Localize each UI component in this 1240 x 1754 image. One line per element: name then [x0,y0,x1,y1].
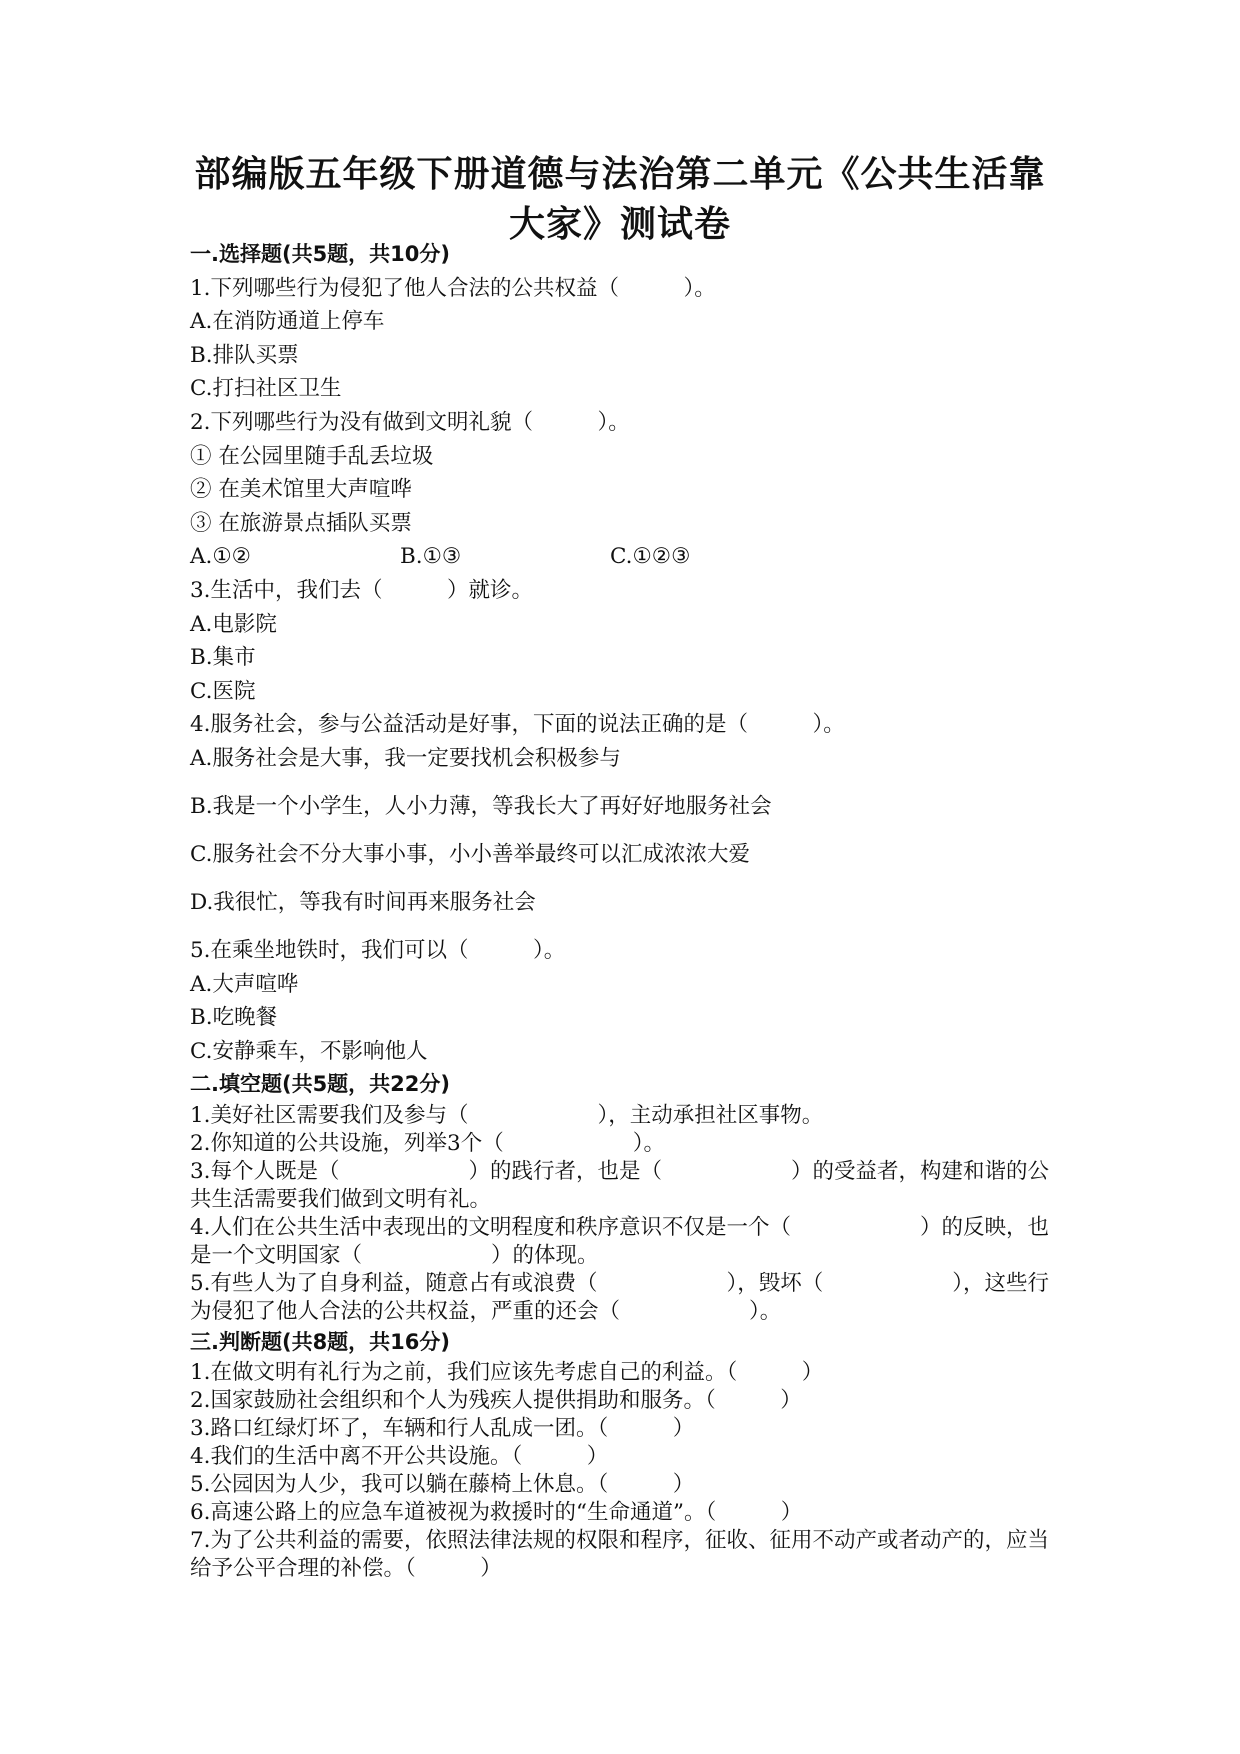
q5-option-b: B.吃晚餐 [190,1005,278,1031]
q2-option-a: A.①② [190,544,251,570]
section-2-heading: 二.填空题(共5题，共22分) [190,1072,451,1097]
fill-item-4: 4.人们在公共生活中表现出的文明程度和秩序意识不仅是一个（ ）的反映，也是一个文明国家（ ）的体现。 [190,1214,1050,1268]
q4-option-c: C.服务社会不分大事小事，小小善举最终可以汇成浓浓大爱 [190,841,751,867]
judge-item-6: 6.高速公路上的应急车道被视为救援时的“生命通道”。（ ） [190,1500,803,1526]
title-line-2: 大家》测试卷 [508,204,731,245]
section-1-heading: 一.选择题(共5题，共10分) [190,242,451,266]
q5-option-c: C.安静乘车，不影响他人 [190,1038,428,1064]
fill-item-2: 2.你知道的公共设施，列举3个（ ）。 [190,1130,665,1156]
judge-item-5: 5.公园因为人少，我可以躺在藤椅上休息。（ ） [190,1472,695,1498]
q1-option-b: B.排队买票 [190,342,299,368]
q3-stem: 3.生活中，我们去（ ）就诊。 [190,577,534,603]
q5-stem: 5.在乘坐地铁时，我们可以（ ）。 [190,937,566,963]
judge-item-1: 1.在做文明有礼行为之前，我们应该先考虑自己的利益。（ ） [190,1360,824,1386]
q2-options-row [190,540,1070,574]
q1-stem: 1.下列哪些行为侵犯了他人合法的公共权益（ ）。 [190,275,716,301]
judge-item-3: 3.路口红绿灯坏了，车辆和行人乱成一团。（ ） [190,1416,695,1442]
fill-blank-list [190,1102,1070,1326]
q4-option-d: D.我很忙，等我有时间再来服务社会 [190,889,536,915]
judge-item-2: 2.国家鼓励社会组织和个人为残疾人提供捐助和服务。（ ） [190,1388,802,1414]
q2-item-1: ① 在公园里随手乱丢垃圾 [190,443,434,469]
document-title [160,150,1080,250]
judge-item-4: 4.我们的生活中离不开公共设施。（ ） [190,1444,609,1470]
fill-item-3: 3.每个人既是（ ）的践行者，也是（ ）的受益者，构建和谐的公共生活需要我们做到文明有礼。 [190,1158,1050,1212]
q2-item-3: ③ 在旅游景点插队买票 [190,510,412,536]
q3-option-c: C.医院 [190,678,256,704]
q4-option-b: B.我是一个小学生，人小力薄，等我长大了再好好地服务社会 [190,793,772,819]
q4-option-a: A.服务社会是大事，我一定要找机会积极参与 [190,745,621,771]
q1-option-a: A.在消防通道上停车 [190,309,385,335]
q2-stem: 2.下列哪些行为没有做到文明礼貌（ ）。 [190,409,630,435]
q3-option-a: A.电影院 [190,611,277,637]
true-false-list [190,1359,1070,1583]
exam-content [190,238,1070,1583]
title-line-1: 部编版五年级下册道德与法治第二单元《公共生活靠 [194,154,1046,195]
q3-option-b: B.集市 [190,645,256,671]
q1-option-c: C.打扫社区卫生 [190,376,342,402]
q2-option-b: B.①③ [400,544,462,570]
q4-stem: 4.服务社会，参与公益活动是好事，下面的说法正确的是（ ）。 [190,712,845,738]
q5-option-a: A.大声喧哗 [190,971,299,997]
q2-option-c: C.①②③ [610,544,691,570]
fill-item-1: 1.美好社区需要我们及参与（ ），主动承担社区事物。 [190,1102,824,1128]
section-3-heading: 三.判断题(共8题，共16分) [190,1329,451,1354]
q2-item-2: ② 在美术馆里大声喧哗 [190,477,412,503]
judge-item-7: 7.为了公共利益的需要，依照法律法规的权限和程序，征收、征用不动产或者动产的，应当给予公平合理的补偿。（ ） [190,1528,1050,1582]
fill-item-5: 5.有些人为了自身利益，随意占有或浪费（ ），毁坏（ ），这些行为侵犯了他人合法的公共权益，严重的还会（ ）。 [190,1270,1050,1324]
